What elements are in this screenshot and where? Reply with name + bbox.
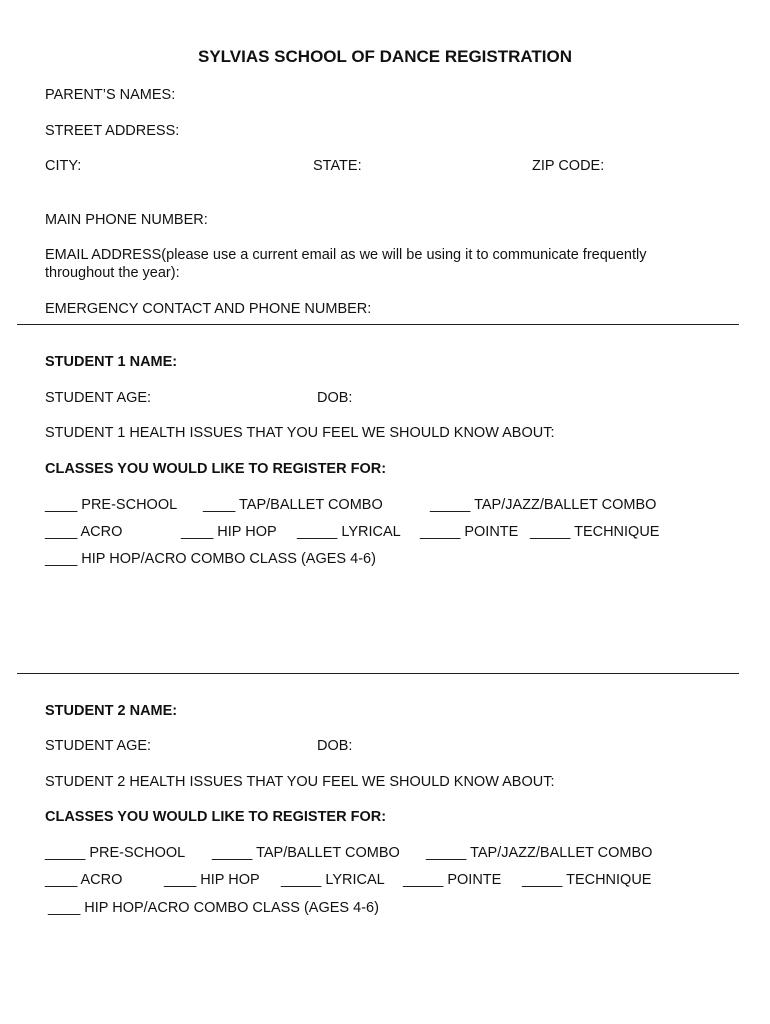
student-2-option-hiphop-acro[interactable]: ____ HIP HOP/ACRO COMBO CLASS (AGES 4-6) [48,900,379,916]
student-1-option-hiphop-acro[interactable]: ____ HIP HOP/ACRO COMBO CLASS (AGES 4-6) [45,551,376,567]
student-2-dob-field[interactable]: DOB: [317,738,353,754]
form-title: SYLVIAS SCHOOL OF DANCE REGISTRATION [197,47,573,66]
student-2-health-field[interactable]: STUDENT 2 HEALTH ISSUES THAT YOU FEEL WE SHOULD KNOW ABOUT: [45,774,555,790]
student-2-option-lyrical[interactable]: _____ LYRICAL [281,872,385,888]
student-2-option-technique[interactable]: _____ TECHNIQUE [522,872,652,888]
student-2-age-field[interactable]: STUDENT AGE: [45,738,152,754]
student-1-dob-field[interactable]: DOB: [317,390,353,406]
student-1-classes-heading: CLASSES YOU WOULD LIKE TO REGISTER FOR: [45,461,387,477]
student-2-option-preschool[interactable]: _____ PRE-SCHOOL [45,845,186,861]
email-field-label-continued[interactable]: throughout the year): [45,265,180,281]
student-2-option-acro[interactable]: ____ ACRO [45,872,123,888]
emergency-contact-field[interactable]: EMERGENCY CONTACT AND PHONE NUMBER: [45,301,372,317]
email-field-label[interactable]: EMAIL ADDRESS(please use a current email as we will be using it to communicate frequently [45,247,647,263]
street-address-field[interactable]: STREET ADDRESS: [45,123,180,139]
city-field[interactable]: CITY: [45,158,82,174]
student-2-name-field[interactable]: STUDENT 2 NAME: [45,703,178,719]
student-1-option-hiphop[interactable]: ____ HIP HOP [181,524,277,540]
section-divider [17,673,739,674]
student-2-option-hiphop[interactable]: ____ HIP HOP [164,872,260,888]
student-1-age-field[interactable]: STUDENT AGE: [45,390,152,406]
state-field[interactable]: STATE: [313,158,362,174]
student-1-option-acro[interactable]: ____ ACRO [45,524,123,540]
student-1-option-tap-ballet[interactable]: ____ TAP/BALLET COMBO [203,497,383,513]
main-phone-field[interactable]: MAIN PHONE NUMBER: [45,212,208,228]
student-1-option-pointe[interactable]: _____ POINTE [420,524,519,540]
student-2-option-tap-jazz-ballet[interactable]: _____ TAP/JAZZ/BALLET COMBO [426,845,653,861]
parents-names-field[interactable]: PARENT’S NAMES: [45,87,176,103]
student-1-name-field[interactable]: STUDENT 1 NAME: [45,354,178,370]
student-2-option-pointe[interactable]: _____ POINTE [403,872,502,888]
student-1-option-tap-jazz-ballet[interactable]: _____ TAP/JAZZ/BALLET COMBO [430,497,657,513]
student-1-option-lyrical[interactable]: _____ LYRICAL [297,524,401,540]
student-1-health-field[interactable]: STUDENT 1 HEALTH ISSUES THAT YOU FEEL WE SHOULD KNOW ABOUT: [45,425,555,441]
section-divider [17,324,739,325]
student-1-option-technique[interactable]: _____ TECHNIQUE [530,524,660,540]
student-2-option-tap-ballet[interactable]: _____ TAP/BALLET COMBO [212,845,400,861]
student-1-option-preschool[interactable]: ____ PRE-SCHOOL [45,497,178,513]
zip-code-field[interactable]: ZIP CODE: [532,158,605,174]
student-2-classes-heading: CLASSES YOU WOULD LIKE TO REGISTER FOR: [45,809,387,825]
